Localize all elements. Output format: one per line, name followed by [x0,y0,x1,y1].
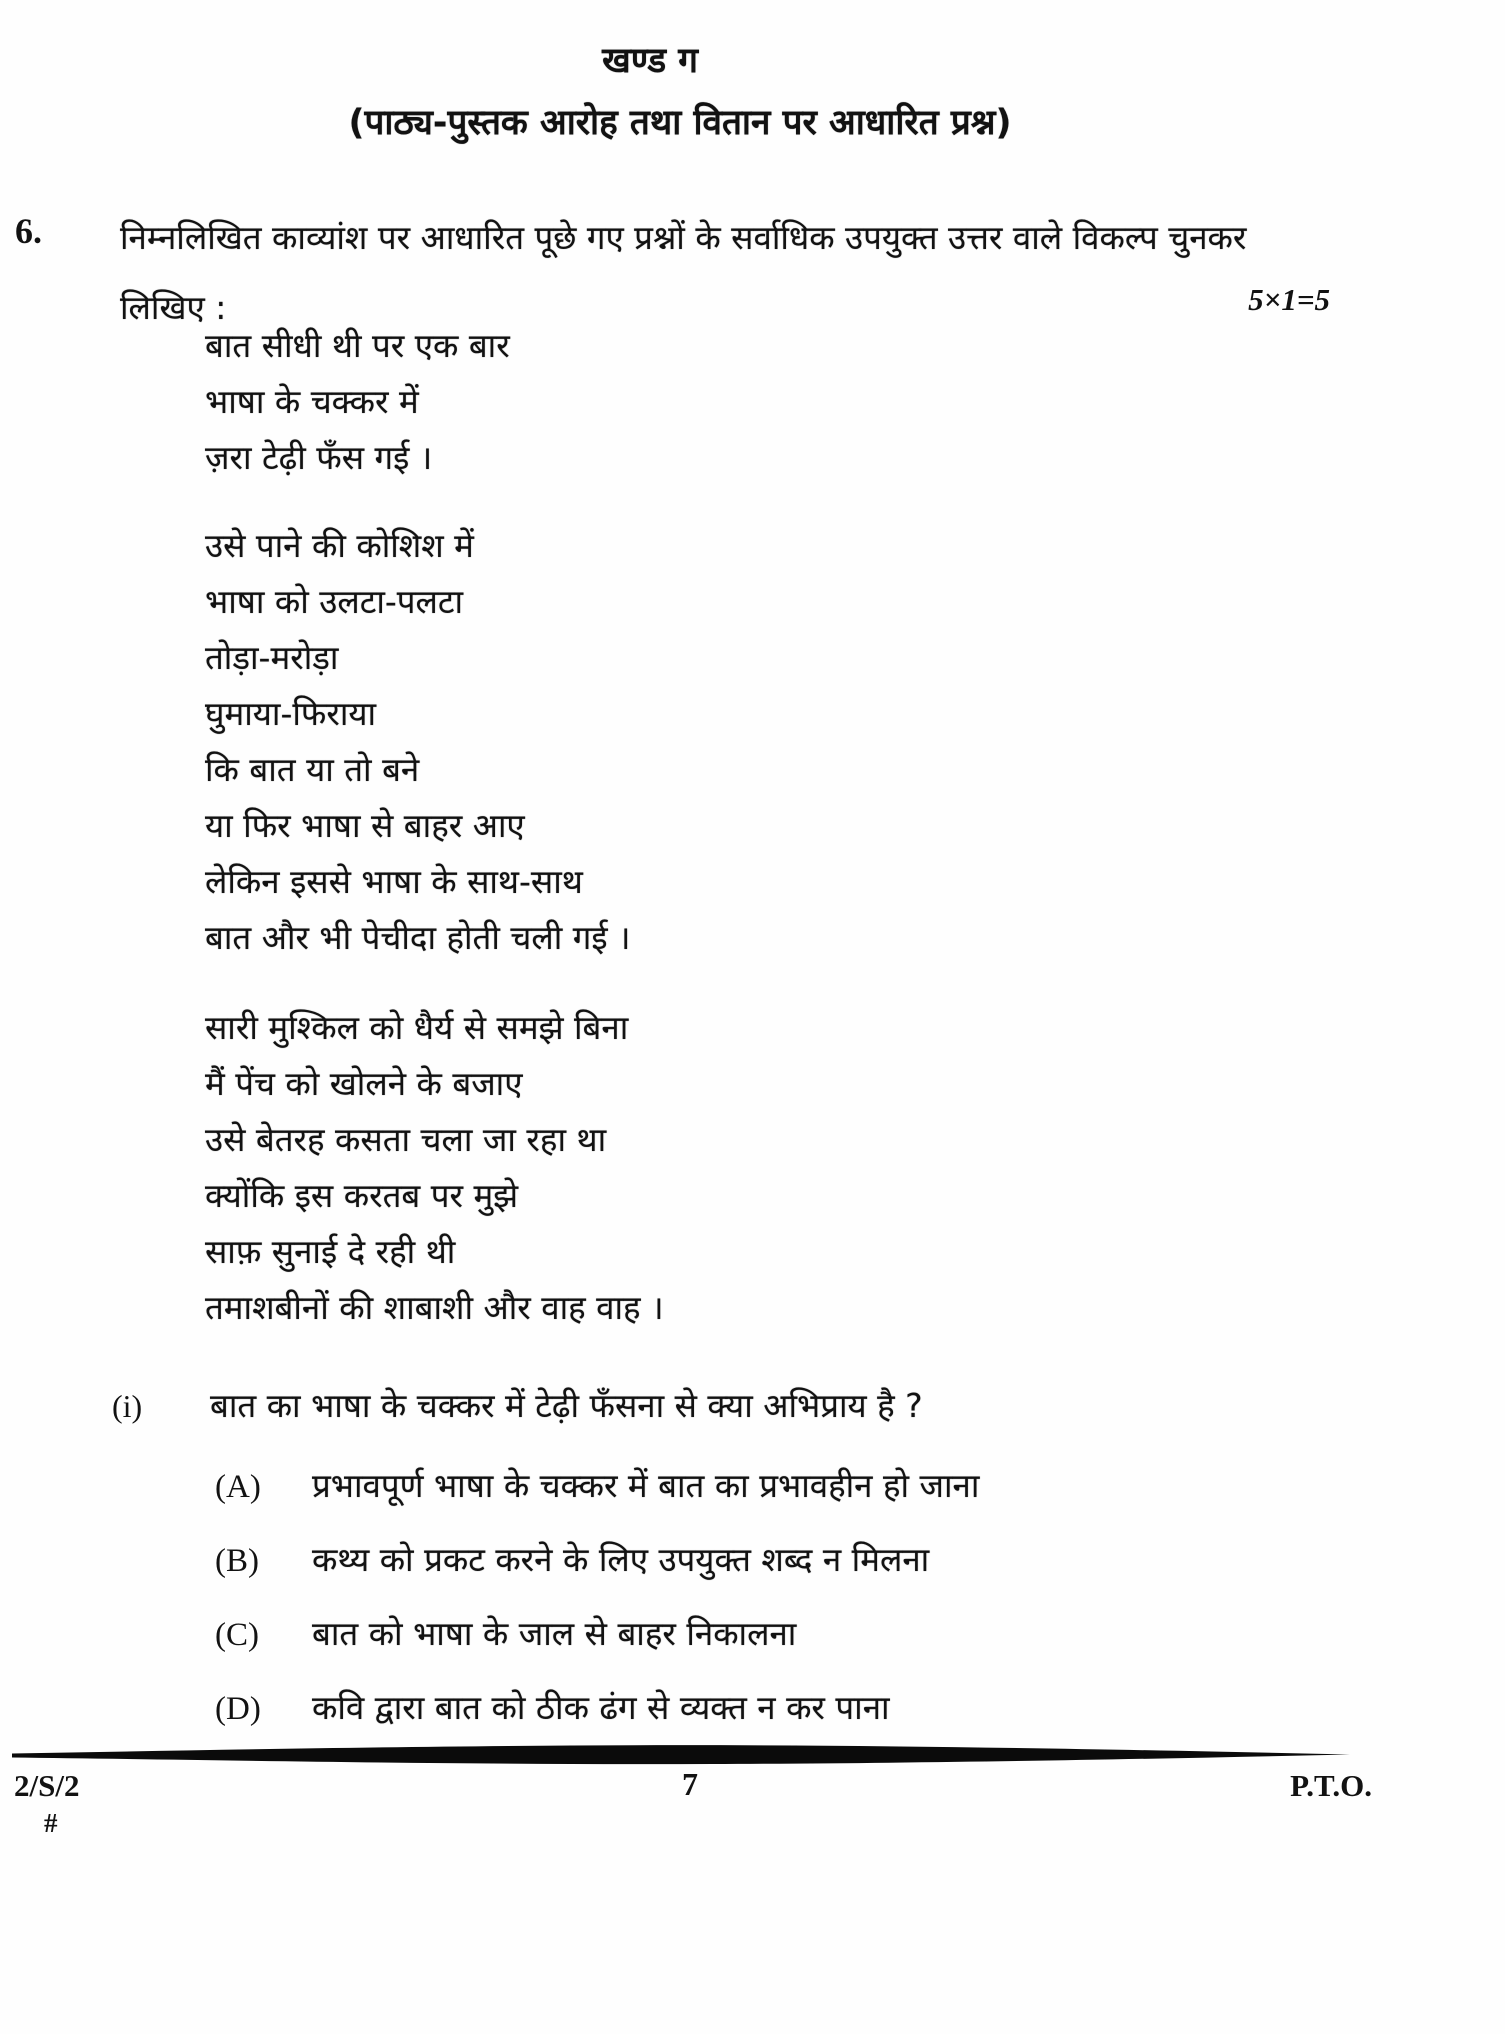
poem-line: तोड़ा-मरोड़ा [205,638,339,677]
option-d-text: कवि द्वारा बात को ठीक ढंग से व्यक्त न कर पाना [312,1688,890,1727]
option-b-text: कथ्य को प्रकट करने के लिए उपयुक्त शब्द न मिलना [312,1540,930,1579]
poem-line: क्योंकि इस करतब पर मुझे [205,1176,519,1215]
poem-line: बात सीधी थी पर एक बार [205,326,510,365]
option-d [215,1684,890,1729]
poem-line: मैं पेंच को खोलने के बजाए [205,1064,523,1103]
footer-set-mark: # [44,1808,58,1838]
poem-line: लेकिन इससे भाषा के साथ-साथ [205,862,583,901]
poem-line: साफ़ सुनाई दे रही थी [205,1232,456,1271]
option-b-label: (B) [215,1543,259,1579]
poem-line: कि बात या तो बने [205,750,420,789]
poem-line: उसे बेतरह कसता चला जा रहा था [205,1120,607,1159]
option-b [215,1536,929,1581]
subquestion-text: बात का भाषा के चक्कर में टेढ़ी फँसना से क्या अभिप्राय है ? [210,1386,923,1425]
question-text-line2: लिखिए : [120,288,227,327]
option-d-label: (D) [215,1691,261,1727]
option-c-label: (C) [215,1617,259,1653]
question-number: 6. [15,211,42,251]
poem-line: भाषा को उलटा-पलटा [205,582,464,621]
section-subheading: (पाठ्य-पुस्तक आरोह तथा वितान पर आधारित प्रश्न) [348,103,1012,143]
poem-line: घुमाया-फिराया [205,694,377,733]
subquestion-i [112,1382,923,1427]
poem-line: या फिर भाषा से बाहर आए [205,806,525,845]
option-a [215,1462,979,1507]
section-heading: खण्ड ग [602,41,698,81]
poem-line: भाषा के चक्कर में [205,382,419,421]
question-text-line1: निम्नलिखित काव्यांश पर आधारित पूछे गए प्रश्नों के सर्वाधिक उपयुक्त उत्तर वाले विकल्प चुनकर [120,218,1247,257]
option-c [215,1610,796,1655]
question-marks: 5×1=5 [1248,282,1330,317]
poem-stanza-3 [205,1000,664,1336]
tapered-scan-rule [12,1744,1352,1766]
poem-stanza-1 [205,318,510,486]
subquestion-label: (i) [112,1388,143,1424]
poem-stanza-2 [205,518,631,966]
footer-page-number: 7 [682,1766,698,1802]
option-a-text: प्रभावपूर्ण भाषा के चक्कर में बात का प्रभावहीन हो जाना [312,1466,980,1505]
poem-line: ज़रा टेढ़ी फँस गई । [205,438,433,477]
poem-line: उसे पाने की कोशिश में [205,526,474,565]
footer-pto-label: P.T.O. [1290,1768,1372,1803]
poem-line: तमाशबीनों की शाबाशी और वाह वाह । [205,1288,664,1327]
footer-paper-code: 2/S/2 [14,1768,80,1803]
poem-line: बात और भी पेचीदा होती चली गई । [205,918,631,957]
poem-line: सारी मुश्किल को धैर्य से समझे बिना [205,1008,629,1047]
option-a-label: (A) [215,1469,261,1505]
option-c-text: बात को भाषा के जाल से बाहर निकालना [312,1614,797,1653]
